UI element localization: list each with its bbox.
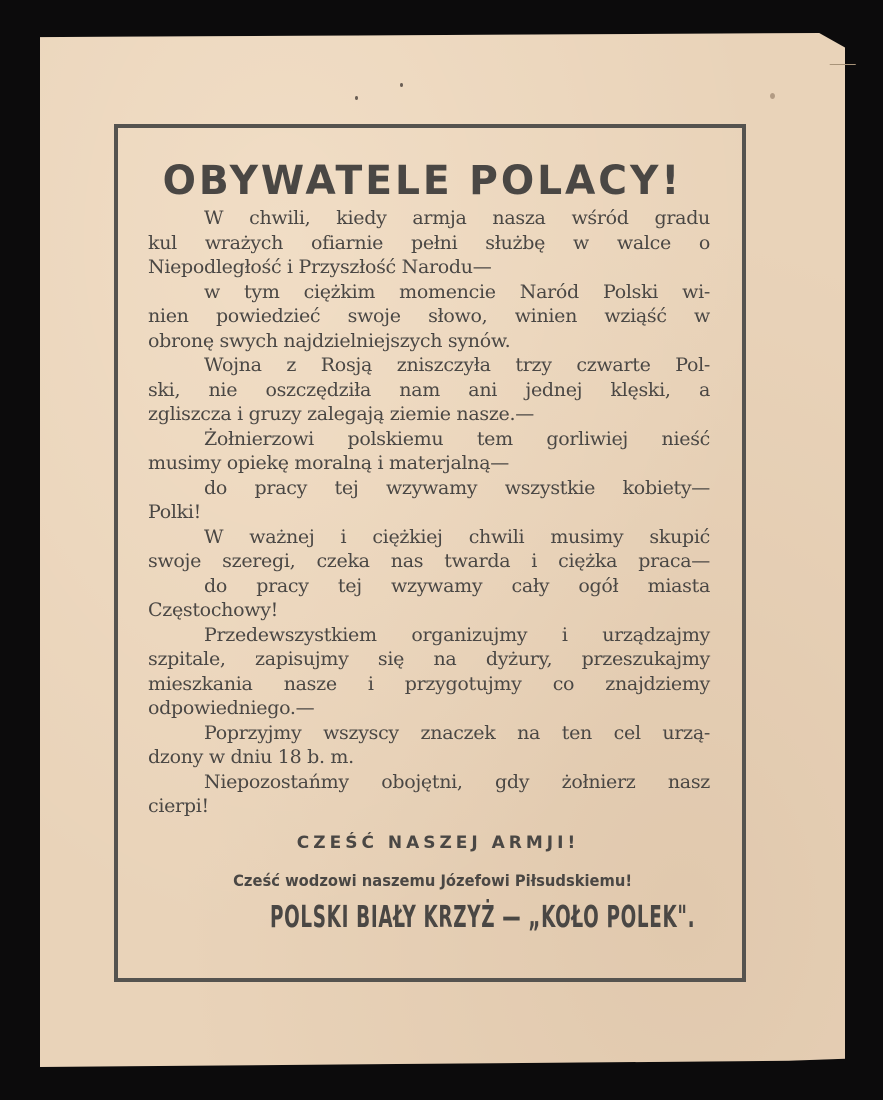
body-line: Wojna z Rosją zniszczyła trzy czwarte Pol- [204, 354, 710, 376]
body-line: odpowiedniego.— [148, 697, 315, 719]
leaflet-title: OBYWATELE POLACY! [162, 158, 683, 204]
leaflet-body [148, 206, 710, 819]
body-line: Niepodległość i Przyszłość Narodu— [148, 256, 492, 278]
paper-speck [355, 96, 358, 100]
signature-organization: POLSKI BIAŁY KRZYŻ — „KOŁO POLEK". [270, 900, 696, 935]
body-line: Polki! [148, 501, 201, 523]
slogan-army: CZEŚĆ NASZEJ ARMJI! [296, 833, 580, 853]
body-line: Żołnierzowi polskiemu tem gorliwiej nieść [204, 427, 710, 450]
paper-speck [400, 83, 403, 87]
body-line: mieszkania nasze i przygotujmy co znajdziemy [148, 672, 710, 695]
body-line: w tym ciężkim momencie Naród Polski wi- [204, 280, 710, 303]
body-line: nien powiedzieć swoje słowo, winien wziąść w [148, 305, 710, 327]
body-line: szpitale, zapisujmy się na dyżury, przeszukajmy [148, 648, 710, 670]
body-line: dzony w dniu 18 b. m. [148, 746, 354, 768]
body-line: cierpi! [148, 795, 209, 817]
body-line: Przedewszystkiem organizujmy i urządzajmy [204, 623, 710, 646]
body-line: do pracy tej wzywamy cały ogół miasta [204, 574, 710, 597]
slogan-leader: Cześć wodzowi naszemu Józefowi Piłsudskiemu! [233, 871, 633, 890]
body-line: Niepozostańmy obojętni, gdy żołnierz nasz [204, 770, 710, 793]
body-line: kul wrażych ofiarnie pełni służbę w walce o [148, 231, 710, 254]
body-line: do pracy tej wzywamy wszystkie kobiety— [204, 476, 710, 499]
body-line: W ważnej i ciężkiej chwili musimy skupić [204, 525, 710, 548]
body-line: ski, nie oszczędziła nam ani jednej klęski, a [148, 378, 710, 401]
body-line: zgliszcza i gruzy zalegają ziemie nasze.— [148, 403, 534, 425]
body-line: obronę swych najdzielniejszych synów. [148, 329, 511, 352]
body-line: swoje szeregi, czeka nas twarda i ciężka praca— [148, 550, 710, 572]
body-line: Poprzyjmy wszyscy znaczek na ten cel urzą- [204, 721, 710, 744]
body-line: Częstochowy! [148, 599, 278, 621]
body-line: musimy opiekę moralną i materjalną— [148, 452, 509, 474]
body-line: W chwili, kiedy armja nasza wśród gradu [204, 207, 710, 229]
paper-speck [770, 93, 775, 99]
